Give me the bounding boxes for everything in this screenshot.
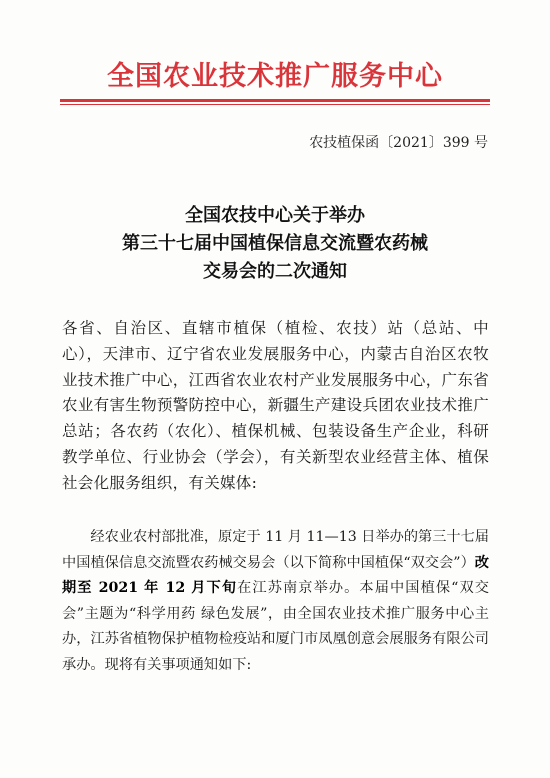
body-text-date-change: 改期至 2021 年 12 月下旬 — [62, 554, 489, 596]
notice-title-line-3: 交易会的二次通知 — [203, 261, 347, 282]
letterhead-red-rule-thick — [60, 99, 490, 102]
letterhead-red-rule-thin — [60, 104, 490, 105]
addressee-paragraph: 各省、自治区、直辖市植保（植检、农技）站（总站、中心），天津市、辽宁省农业发展服务中心，内蒙古自治区农牧业技术推广中心，江西省农业农村产业发展服务中心，广东省农业有害生物预警防控中心，新疆生产建设兵团农业技术推广总站；各农药（农化）、植保机械、包装设备生产企业，科研教学单位、行业协会（学会），有关新型农业经营主体、植保社会化服务组织，有关媒体: — [62, 319, 489, 492]
body-text-part-1: 经农业农村部批准，原定于 11 月 11—13 日举办的第三十七届中国植保信息交流暨农药械交易会（以下简称中国植保“双交会”） — [62, 529, 489, 571]
body-paragraph — [62, 525, 489, 678]
notice-title — [0, 202, 550, 286]
org-letterhead-title: 全国农业技术推广服务中心 — [107, 61, 443, 92]
notice-title-line-1: 全国农技中心关于举办 — [185, 205, 365, 226]
notice-title-line-2: 第三十七届中国植保信息交流暨农药械 — [122, 233, 428, 254]
document-number: 农技植保函〔2021〕399 号 — [309, 135, 488, 151]
body-text-part-3: 在江苏南京举办。本届中国植保“双交会”主题为“科学用药 绿色发展”，由全国农业技术推广服务中心主办，江苏省植物保护植物检疫站和厦门市凤凰创意会展服务有限公司承办。现将有关事项通知如下: — [62, 580, 489, 673]
